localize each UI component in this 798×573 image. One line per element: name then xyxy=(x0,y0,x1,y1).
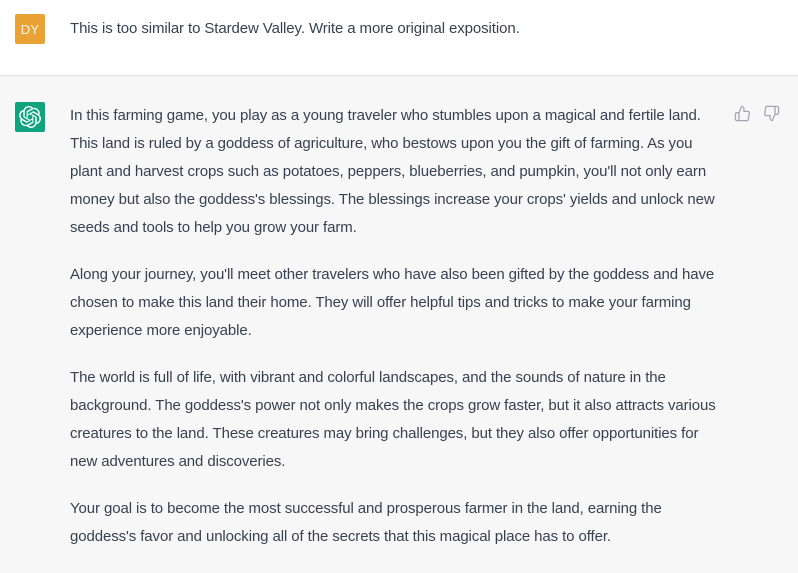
user-message-text: This is too similar to Stardew Valley. Write a more original exposition. xyxy=(70,20,520,37)
thumbs-up-button[interactable] xyxy=(734,105,751,122)
message-paragraph: The world is full of life, with vibrant and colorful landscapes, and the sounds of nature in the background. The goddess's power not only makes the crops grow faster, but it also attracts various creatures to the land. These creatures may bring challenges, but they also offer opportunities for new adventures and discoveries. xyxy=(70,369,716,470)
message-paragraph: In this farming game, you play as a young traveler who stumbles upon a magical and fertile land. This land is ruled by a goddess of agriculture, who bestows upon you the gift of farming. As you plant and harvest crops such as potatoes, peppers, blueberries, and pumpkin, you'll not only earn money but also the goddess's blessings. The blessings increase your crops' yields and unlock new seeds and tools to help you grow your farm. xyxy=(70,107,715,236)
user-avatar: DY xyxy=(15,14,45,44)
assistant-message-row xyxy=(0,75,798,573)
thumbs-down-button[interactable] xyxy=(763,105,780,122)
openai-logo-icon xyxy=(19,106,41,128)
thumbs-up-icon xyxy=(734,105,751,122)
message-paragraph: Your goal is to become the most successful and prosperous farmer in the land, earning the goddess's favor and unlocking all of the secrets that this magical place has to offer. xyxy=(70,500,662,545)
thumbs-down-icon xyxy=(763,105,780,122)
assistant-message-text xyxy=(70,102,725,551)
message-paragraph: Along your journey, you'll meet other travelers who have also been gifted by the goddess and have chosen to make this land their home. They will offer helpful tips and tricks to make your farming experience more enjoyable. xyxy=(70,266,715,339)
user-message-row xyxy=(0,0,798,75)
message-actions xyxy=(734,105,780,122)
assistant-avatar xyxy=(15,102,45,132)
